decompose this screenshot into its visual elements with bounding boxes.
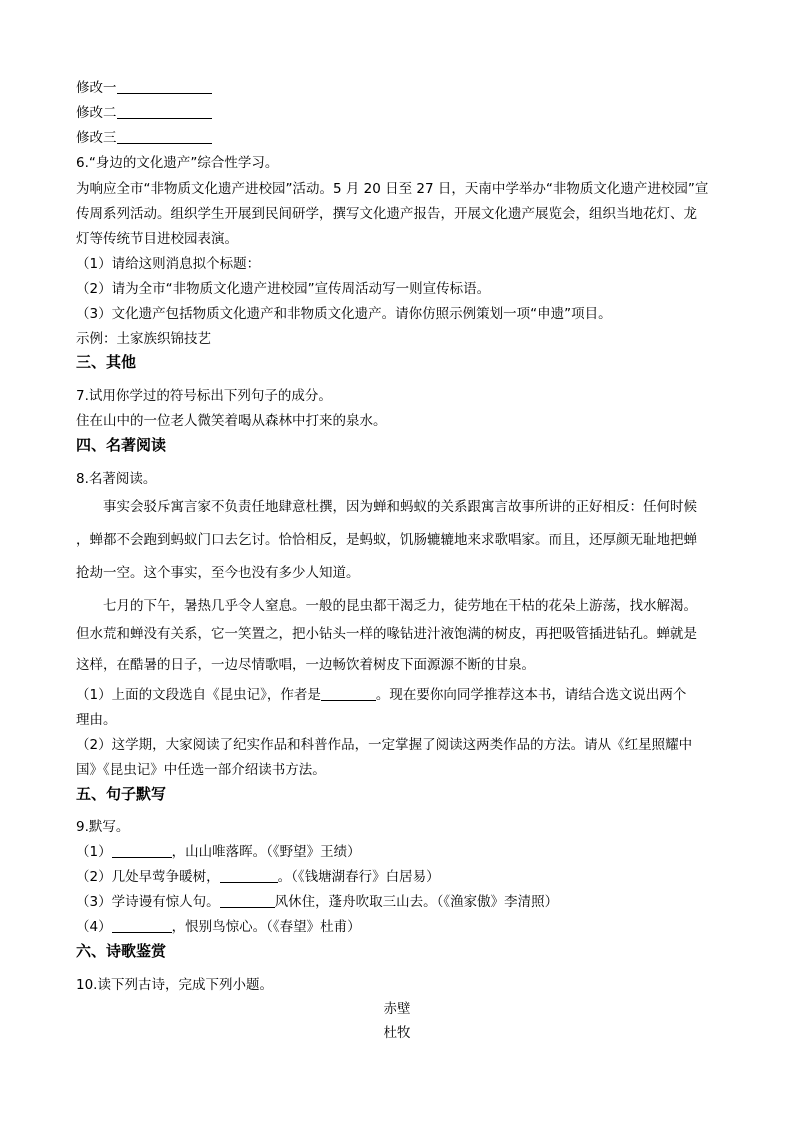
answer-blank[interactable] bbox=[117, 79, 212, 94]
answer-blank[interactable] bbox=[220, 868, 278, 883]
q8-passage-line: 七月的下午，暑热几乎令人窒息。一般的昆虫都干渴乏力，徒劳地在干枯的花朵上游荡，找水解渴。 bbox=[103, 598, 697, 614]
q8-title: 8.名著阅读。 bbox=[76, 471, 157, 487]
q6-paragraph-line: 为响应全市“非物质文化遗产进校园”活动。5 月 20 日至 27 日，天南中学举办“非物质文化遗产进校园”宣 bbox=[76, 181, 709, 197]
section-heading-classics: 四、名著阅读 bbox=[76, 436, 167, 454]
q8-subquestion-1-cont: 理由。 bbox=[76, 712, 117, 728]
q8-subquestion-2-cont: 国》《昆虫记》中任选一部介绍读书方法。 bbox=[76, 762, 326, 778]
revision-label: 修改一 bbox=[76, 80, 117, 96]
q9-item-4: （4） ，恨别鸟惊心。（《春望》杜甫） bbox=[76, 919, 361, 935]
section-heading-other: 三、其他 bbox=[76, 353, 137, 371]
q8-passage-line: 抢劫一空。这个事实，至今也没有多少人知道。 bbox=[76, 565, 360, 581]
q6-title: 6.“身边的文化遗产”综合性学习。 bbox=[76, 155, 279, 171]
answer-blank[interactable] bbox=[112, 843, 172, 858]
revision-line-2 bbox=[76, 104, 212, 122]
q9-title: 9.默写。 bbox=[76, 819, 130, 835]
q6-paragraph-line: 灯等传统节目进校园表演。 bbox=[76, 231, 238, 247]
q9-item-3: （3）学诗谩有惊人句。 风休住，蓬舟吹取三山去。（《渔家傲》李清照） bbox=[76, 894, 559, 910]
q8-subquestion-2: （2）这学期，大家阅读了纪实作品和科普作品，一定掌握了阅读这两类作品的方法。请从《红星照耀中 bbox=[76, 737, 693, 753]
q8-passage-line: ，蝉都不会跑到蚂蚁门口去乞讨。恰恰相反，是蚂蚁，饥肠辘辘地来求歌唱家。而且，还厚颜无耻地把蝉 bbox=[76, 532, 697, 548]
answer-blank[interactable] bbox=[117, 129, 212, 144]
poem-title: 赤壁 bbox=[383, 1001, 411, 1017]
q8-passage-line: 但水荒和蝉没有关系，它一笑置之，把小钻头一样的喙钻进汁液饱满的树皮，再把吸管插进钻孔。蝉就是 bbox=[76, 626, 697, 642]
section-heading-poetry: 六、诗歌鉴赏 bbox=[76, 942, 167, 960]
revision-line-1 bbox=[76, 79, 212, 97]
q9-item-1: （1） ，山山唯落晖。（《野望》王绩） bbox=[76, 844, 361, 860]
q6-subquestion-3: （3）文化遗产包括物质文化遗产和非物质文化遗产。请你仿照示例策划一项“申遗”项目。 bbox=[76, 306, 612, 322]
q6-example: 示例：土家族织锦技艺 bbox=[76, 331, 211, 347]
q10-title: 10.读下列古诗，完成下列小题。 bbox=[76, 977, 273, 993]
answer-blank[interactable] bbox=[117, 104, 212, 119]
revision-line-3 bbox=[76, 129, 212, 147]
answer-blank[interactable] bbox=[220, 893, 275, 908]
q8-passage-line: 事实会驳斥寓言家不负责任地肆意杜撰，因为蝉和蚂蚁的关系跟寓言故事所讲的正好相反：任何时候 bbox=[103, 499, 697, 515]
revision-label: 修改三 bbox=[76, 130, 117, 146]
revision-label: 修改二 bbox=[76, 105, 117, 121]
q9-item-2: （2）几处早莺争暖树， 。（《钱塘湖春行》白居易） bbox=[76, 869, 440, 885]
q6-paragraph-line: 传周系列活动。组织学生开展到民间研学，撰写文化遗产报告，开展文化遗产展览会，组织当地花灯、龙 bbox=[76, 206, 697, 222]
answer-blank[interactable] bbox=[321, 686, 376, 701]
q8-subquestion-1: （1）上面的文段选自《昆虫记》，作者是 。现在要你向同学推荐这本书，请结合选文说出两个 bbox=[76, 687, 687, 703]
q6-subquestion-2: （2）请为全市“非物质文化遗产进校园”宣传周活动写一则宣传标语。 bbox=[76, 281, 491, 297]
q7-title: 7.试用你学过的符号标出下列句子的成分。 bbox=[76, 388, 332, 404]
answer-blank[interactable] bbox=[112, 918, 172, 933]
q6-subquestion-1: （1）请给这则消息拟个标题： bbox=[76, 256, 261, 272]
q7-sentence: 住在山中的一位老人微笑着喝从森林中打来的泉水。 bbox=[76, 413, 387, 429]
section-heading-dictation: 五、句子默写 bbox=[76, 785, 167, 803]
poem-author: 杜牧 bbox=[383, 1025, 411, 1041]
q8-passage-line: 这样，在酷暑的日子，一边尽情歌唱，一边畅饮着树皮下面源源不断的甘泉。 bbox=[76, 657, 535, 673]
